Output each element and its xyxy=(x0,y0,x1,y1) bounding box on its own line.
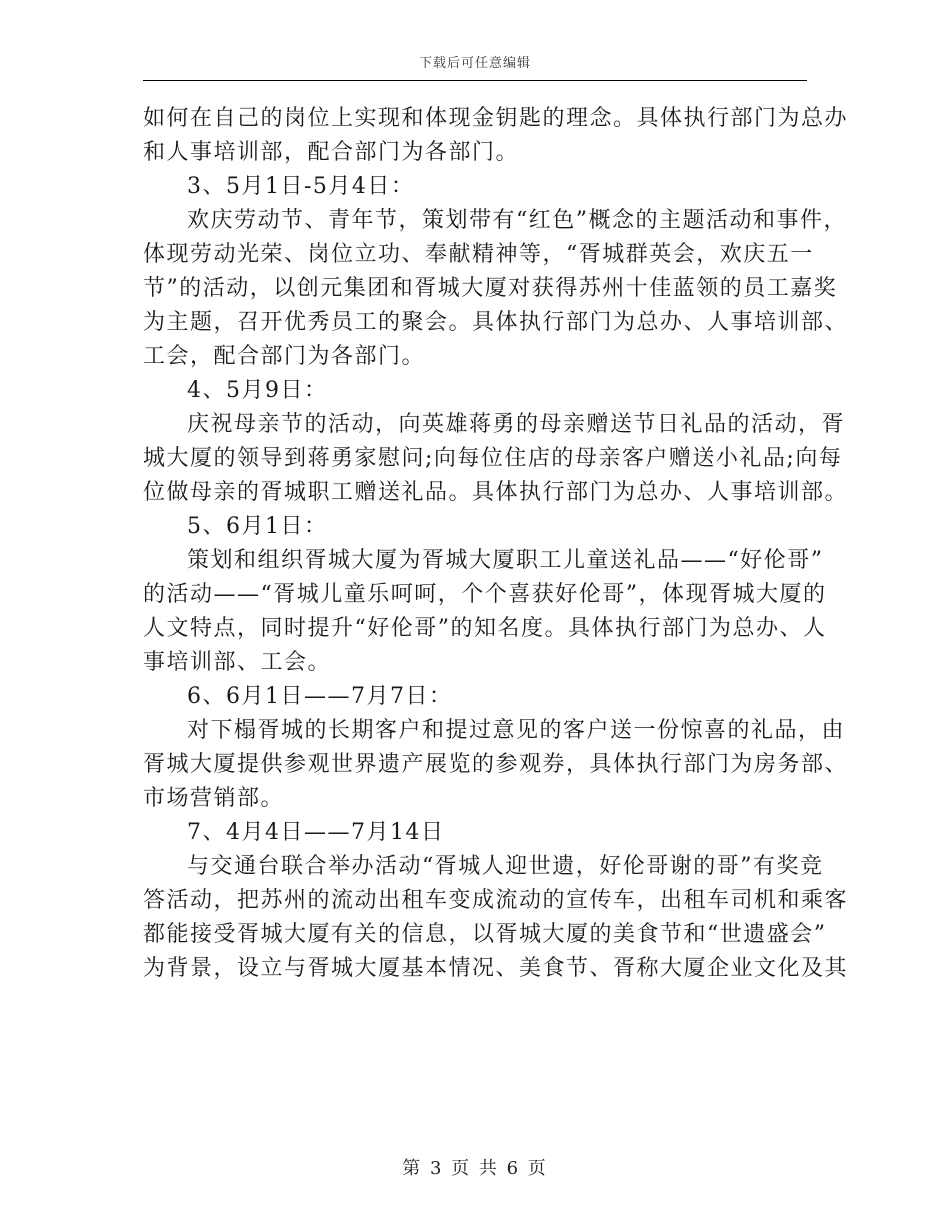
body-line: 欢庆劳动节、青年节，策划带有“红色”概念的主题活动和事件， xyxy=(187,208,847,233)
body-line: 人文特点，同时提升“好伦哥”的知名度。具体执行部门为总办、人 xyxy=(143,616,827,641)
section-heading: 4、5月9日： xyxy=(187,378,328,403)
section-heading: 7、4月4日——7月14日 xyxy=(187,820,445,845)
section-heading: 5、6月1日： xyxy=(187,514,328,539)
body-line: 庆祝母亲节的活动，向英雄蒋勇的母亲赠送节日礼品的活动，胥 xyxy=(187,412,846,437)
header-divider xyxy=(143,80,807,81)
body-line: 与交通台联合举办活动“胥城人迎世遗，好伦哥谢的哥”有奖竞 xyxy=(187,854,824,879)
body-line: 事培训部、工会。 xyxy=(143,650,332,675)
page-number: 第 3 页 共 6 页 xyxy=(402,1158,548,1179)
body-line: 和人事培训部，配合部门为各部门。 xyxy=(143,140,520,165)
body-line: 工会，配合部门为各部门。 xyxy=(143,344,426,369)
body-line: 市场营销部。 xyxy=(143,786,285,811)
body-line: 策划和组织胥城大厦为胥城大厦职工儿童送礼品——“好伦哥” xyxy=(187,548,824,573)
page-header: 下载后可任意编辑 xyxy=(418,56,531,71)
body-line: 为主题，召开优秀员工的聚会。具体执行部门为总办、人事培训部、 xyxy=(143,310,849,335)
section-heading: 6、6月1日——7月7日： xyxy=(187,684,453,709)
body-line: 城大厦的领导到蒋勇家慰问;向每位住店的母亲客户赠送小礼品;向每 xyxy=(143,446,843,471)
body-line: 胥城大厦提供参观世界遗产展览的参观券，具体执行部门为房务部、 xyxy=(143,752,849,777)
body-line: 体现劳动光荣、岗位立功、奉献精神等，“胥城群英会，欢庆五一 xyxy=(143,242,814,267)
body-line: 的活动——“胥城儿童乐呵呵，个个喜获好伦哥”，体现胥城大厦的 xyxy=(143,582,827,607)
body-line: 节”的活动，以创元集团和胥城大厦对获得苏州十佳蓝领的员工嘉奖 xyxy=(143,276,838,301)
document-body xyxy=(143,102,849,986)
body-line: 如何在自己的岗位上实现和体现金钥匙的理念。具体执行部门为总办 xyxy=(143,106,849,131)
body-line: 答活动，把苏州的流动出租车变成流动的宣传车，出租车司机和乘客 xyxy=(143,888,849,913)
section-heading: 3、5月1日-5月4日： xyxy=(187,174,415,199)
body-line: 为背景，设立与胥城大厦基本情况、美食节、胥称大厦企业文化及其 xyxy=(143,956,849,981)
body-line: 对下榻胥城的长期客户和提过意见的客户送一份惊喜的礼品，由 xyxy=(187,718,846,743)
body-line: 位做母亲的胥城职工赠送礼品。具体执行部门为总办、人事培训部。 xyxy=(143,480,849,505)
body-line: 都能接受胥城大厦有关的信息，以胥城大厦的美食节和“世遗盛会” xyxy=(143,922,827,947)
